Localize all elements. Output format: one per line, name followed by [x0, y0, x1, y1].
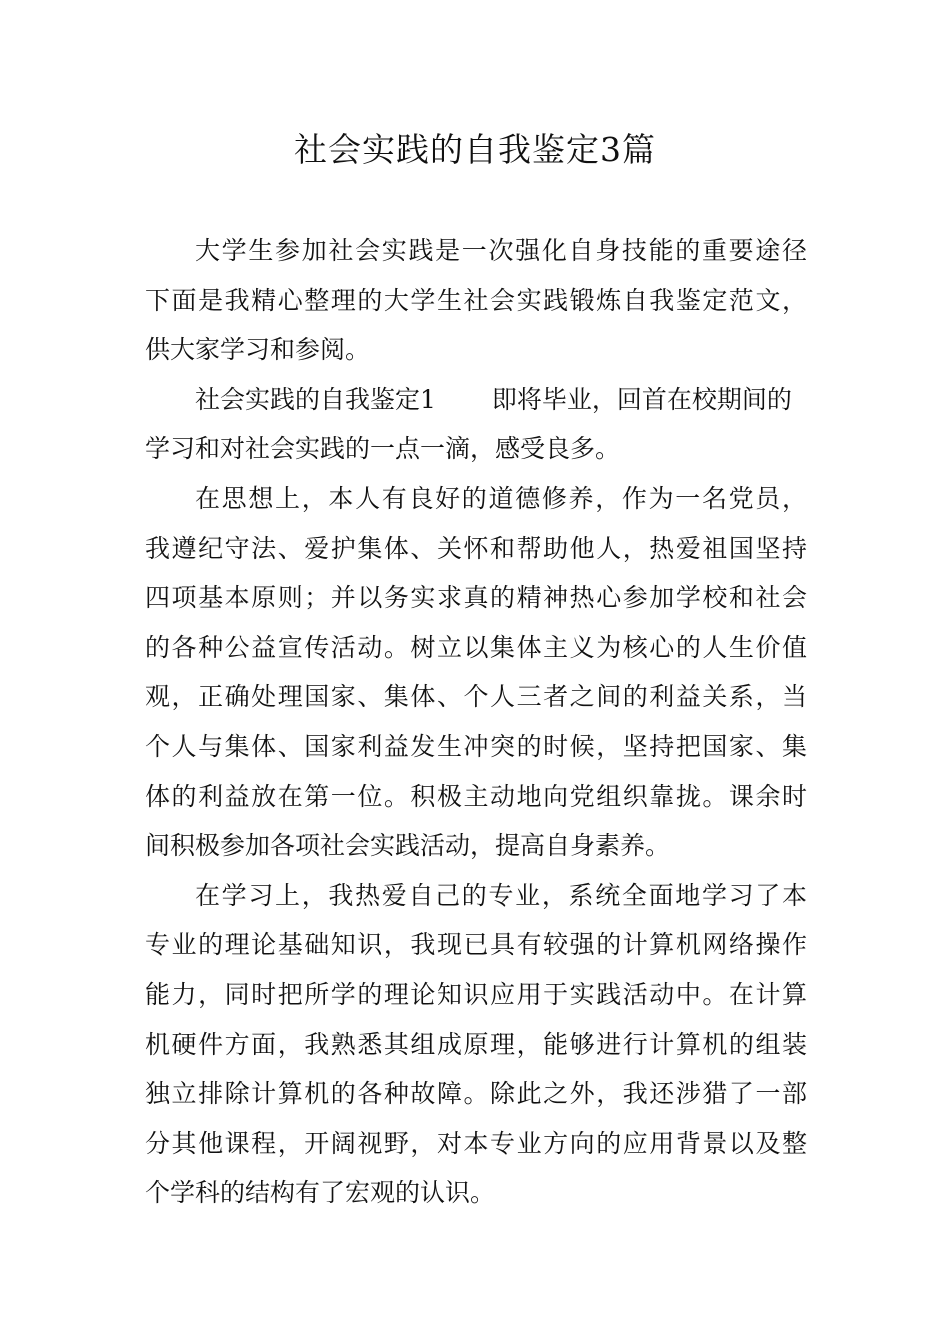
- paragraph-1-line-3: 供大家学习和参阅。: [145, 335, 371, 365]
- paragraph-1-line-2: 下面是我精心整理的大学生社会实践锻炼自我鉴定范文，: [145, 285, 807, 315]
- paragraph-4-line-2: 专业的理论基础知识，我现已具有较强的计算机网络操作: [145, 930, 807, 960]
- paragraph-4-line-7: 个学科的结构有了宏观的认识。: [145, 1178, 496, 1208]
- paragraph-4-line-4: 机硬件方面，我熟悉其组成原理，能够进行计算机的组装: [145, 1029, 807, 1059]
- paragraph-3-line-5: 观，正确处理国家、集体、个人三者之间的利益关系，当: [145, 682, 807, 712]
- paragraph-3-line-4: 的各种公益宣传活动。树立以集体主义为核心的人生价值: [145, 632, 807, 662]
- paragraph-3-line-8: 间积极参加各项社会实践活动，提高自身素养。: [145, 831, 671, 861]
- paragraph-4-line-3: 能力，同时把所学的理论知识应用于实践活动中。在计算: [145, 979, 807, 1009]
- paragraph-2-line-1: [145, 375, 807, 425]
- section-heading-1: 社会实践的自我鉴定1: [195, 384, 436, 414]
- paragraph-1-line-1: 大学生参加社会实践是一次强化自身技能的重要途径: [195, 236, 807, 265]
- paragraph-3-line-7: 体的利益放在第一位。积极主动地向党组织靠拢。课余时: [145, 781, 807, 811]
- document-title: 社会实践的自我鉴定3篇: [294, 130, 656, 169]
- paragraph-4-line-1: 在学习上，我热爱自己的专业，系统全面地学习了本: [195, 880, 807, 910]
- paragraph-4-line-5: 独立排除计算机的各种故障。除此之外，我还涉猎了一部: [145, 1079, 807, 1109]
- paragraph-3-line-6: 个人与集体、国家利益发生冲突的时候，坚持把国家、集: [145, 731, 807, 761]
- paragraph-2-line-2: 学习和对社会实践的一点一滴，感受良多。: [145, 434, 621, 464]
- document-body: [145, 226, 807, 1218]
- paragraph-3-line-1: 在思想上，本人有良好的道德修养，作为一名党员，: [195, 483, 807, 513]
- paragraph-2-line-1-text: 即将毕业，回首在校期间的: [491, 384, 792, 414]
- paragraph-3-line-2: 我遵纪守法、爱护集体、关怀和帮助他人，热爱祖国坚持: [145, 533, 807, 563]
- paragraph-3-line-3: 四项基本原则；并以务实求真的精神热心参加学校和社会: [145, 583, 807, 613]
- paragraph-4-line-6: 分其他课程，开阔视野，对本专业方向的应用背景以及整: [145, 1128, 807, 1158]
